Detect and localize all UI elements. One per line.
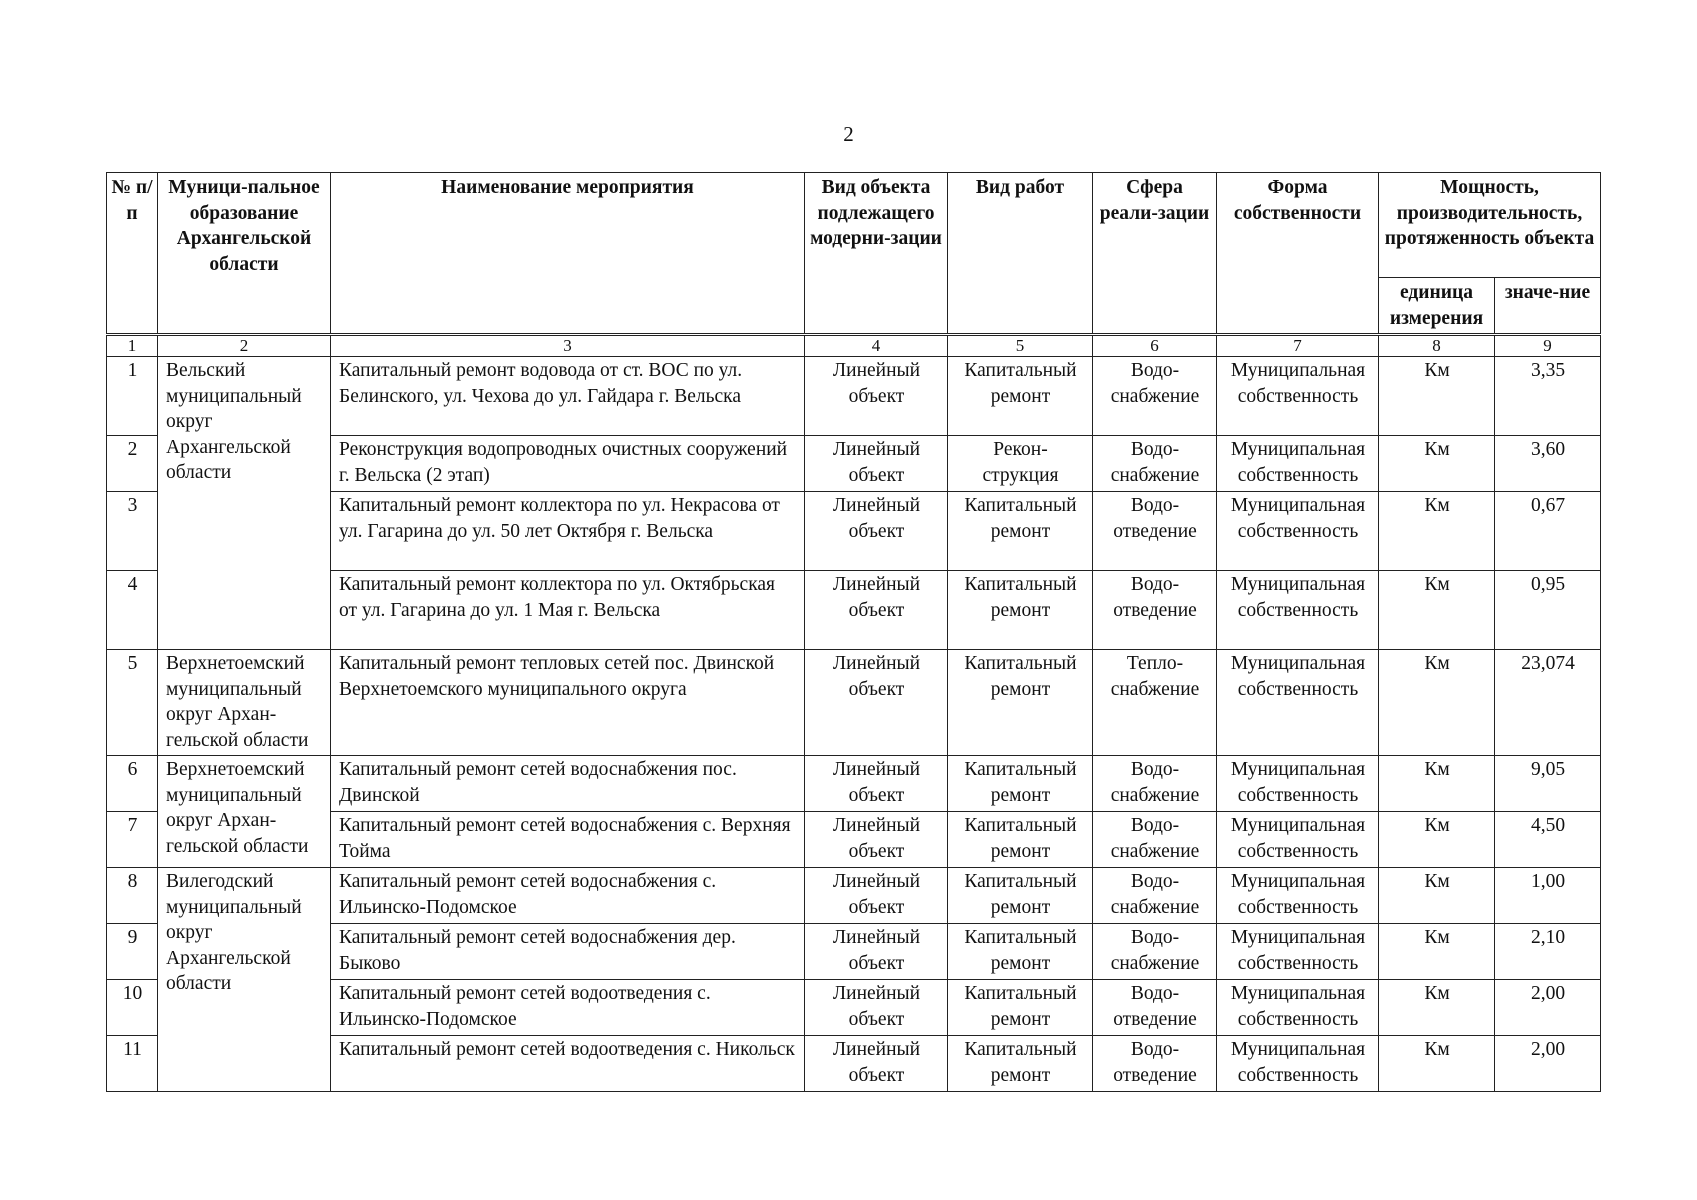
row-work-type: Капитальный ремонт: [948, 1036, 1093, 1092]
table-row: [107, 650, 1601, 756]
row-sphere: Водо-снабжение: [1093, 924, 1217, 980]
row-sphere: Водо-снабжение: [1093, 756, 1217, 812]
row-unit: Км: [1379, 650, 1495, 756]
page-number: 2: [843, 122, 854, 146]
row-sphere: Водо-отведение: [1093, 492, 1217, 571]
row-value: 0,67: [1495, 492, 1601, 571]
row-value: 0,95: [1495, 571, 1601, 650]
row-measure: Капитальный ремонт коллектора по ул. Октябрьская от ул. Гагарина до ул. 1 Мая г. Вельска: [331, 571, 805, 650]
column-number: 6: [1093, 335, 1217, 357]
header-measure: Наименование мероприятия: [331, 173, 805, 335]
row-sphere: Водо-снабжение: [1093, 812, 1217, 868]
row-object-type: Линейный объект: [805, 756, 948, 812]
row-unit: Км: [1379, 1036, 1495, 1092]
row-measure: Капитальный ремонт сетей водоснабжения пос. Двинской: [331, 756, 805, 812]
investment-measures-table: [106, 172, 1601, 1092]
table-header: [107, 173, 1601, 335]
row-value: 2,10: [1495, 924, 1601, 980]
row-num: 5: [107, 650, 158, 756]
row-measure: Капитальный ремонт сетей водоотведения с. Ильинско-Подомское: [331, 980, 805, 1036]
row-object-type: Линейный объект: [805, 1036, 948, 1092]
header-capacity: Мощность, производительность, протяженность объекта: [1379, 173, 1601, 278]
row-ownership: Муниципальная собственность: [1217, 812, 1379, 868]
row-object-type: Линейный объект: [805, 436, 948, 492]
row-object-type: Линейный объект: [805, 571, 948, 650]
row-ownership: Муниципальная собственность: [1217, 756, 1379, 812]
row-work-type: Капитальный ремонт: [948, 492, 1093, 571]
row-ownership: Муниципальная собственность: [1217, 492, 1379, 571]
header-unit: единица измерения: [1379, 278, 1495, 335]
row-sphere: Водо-снабжение: [1093, 868, 1217, 924]
row-value: 2,00: [1495, 1036, 1601, 1092]
row-num: 10: [107, 980, 158, 1036]
row-sphere: Водо-снабжение: [1093, 436, 1217, 492]
table-row: [107, 571, 1601, 650]
row-measure: Капитальный ремонт тепловых сетей пос. Двинской Верхнетоемского муниципального округа: [331, 650, 805, 756]
row-object-type: Линейный объект: [805, 492, 948, 571]
table-row: [107, 924, 1601, 980]
row-work-type: Капитальный ремонт: [948, 812, 1093, 868]
row-sphere: Водо-отведение: [1093, 980, 1217, 1036]
row-work-type: Рекон-струкция: [948, 436, 1093, 492]
row-measure: Капитальный ремонт сетей водоснабжения с. Ильинско-Подомское: [331, 868, 805, 924]
row-unit: Км: [1379, 756, 1495, 812]
row-measure: Реконструкция водопроводных очистных сооружений г. Вельска (2 этап): [331, 436, 805, 492]
row-unit: Км: [1379, 868, 1495, 924]
row-ownership: Муниципальная собственность: [1217, 924, 1379, 980]
row-sphere: Водо-снабжение: [1093, 357, 1217, 436]
row-work-type: Капитальный ремонт: [948, 357, 1093, 436]
row-ownership: Муниципальная собственность: [1217, 868, 1379, 924]
table-row: [107, 756, 1601, 812]
row-sphere: Водо-отведение: [1093, 571, 1217, 650]
row-num: 6: [107, 756, 158, 812]
row-object-type: Линейный объект: [805, 650, 948, 756]
row-num: 7: [107, 812, 158, 868]
column-number: 8: [1379, 335, 1495, 357]
row-num: 8: [107, 868, 158, 924]
header-work-type: Вид работ: [948, 173, 1093, 335]
row-object-type: Линейный объект: [805, 868, 948, 924]
row-num: 9: [107, 924, 158, 980]
row-sphere: Водо-отведение: [1093, 1036, 1217, 1092]
row-object-type: Линейный объект: [805, 980, 948, 1036]
column-number-row: [107, 335, 1601, 357]
row-value: 9,05: [1495, 756, 1601, 812]
header-object-type: Вид объекта подлежащего модерни-зации: [805, 173, 948, 335]
row-value: 23,074: [1495, 650, 1601, 756]
row-num: 3: [107, 492, 158, 571]
column-number: 4: [805, 335, 948, 357]
row-work-type: Капитальный ремонт: [948, 756, 1093, 812]
header-value: значе-ние: [1495, 278, 1601, 335]
row-ownership: Муниципальная собственность: [1217, 436, 1379, 492]
column-number: 1: [107, 335, 158, 357]
column-number: 7: [1217, 335, 1379, 357]
row-measure: Капитальный ремонт сетей водоснабжения с. Верхняя Тойма: [331, 812, 805, 868]
row-unit: Км: [1379, 492, 1495, 571]
row-ownership: Муниципальная собственность: [1217, 571, 1379, 650]
row-measure: Капитальный ремонт водовода от ст. ВОС по ул. Белинского, ул. Чехова до ул. Гайдара г. Вельска: [331, 357, 805, 436]
row-object-type: Линейный объект: [805, 812, 948, 868]
column-number: 5: [948, 335, 1093, 357]
row-ownership: Муниципальная собственность: [1217, 1036, 1379, 1092]
row-ownership: Муниципальная собственность: [1217, 980, 1379, 1036]
header-municipality: Муници-пальное образование Архангельской области: [158, 173, 331, 335]
row-value: 3,35: [1495, 357, 1601, 436]
row-sphere: Тепло-снабжение: [1093, 650, 1217, 756]
row-municipality: Вельский муниципальный округ Архангельской области: [158, 357, 331, 650]
row-unit: Км: [1379, 571, 1495, 650]
row-value: 2,00: [1495, 980, 1601, 1036]
row-work-type: Капитальный ремонт: [948, 980, 1093, 1036]
column-number: 3: [331, 335, 805, 357]
row-municipality: Вилегодский муниципальный округ Архангельской области: [158, 868, 331, 1092]
column-number: 2: [158, 335, 331, 357]
row-object-type: Линейный объект: [805, 924, 948, 980]
row-value: 3,60: [1495, 436, 1601, 492]
table-row: [107, 436, 1601, 492]
table-row: [107, 357, 1601, 436]
table-row: [107, 868, 1601, 924]
row-num: 11: [107, 1036, 158, 1092]
row-measure: Капитальный ремонт сетей водоснабжения дер. Быково: [331, 924, 805, 980]
row-unit: Км: [1379, 357, 1495, 436]
row-num: 1: [107, 357, 158, 436]
row-measure: Капитальный ремонт сетей водоотведения с. Никольск: [331, 1036, 805, 1092]
row-work-type: Капитальный ремонт: [948, 924, 1093, 980]
header-ownership: Форма собственности: [1217, 173, 1379, 335]
row-value: 4,50: [1495, 812, 1601, 868]
table-row: [107, 980, 1601, 1036]
row-work-type: Капитальный ремонт: [948, 650, 1093, 756]
row-num: 4: [107, 571, 158, 650]
row-work-type: Капитальный ремонт: [948, 868, 1093, 924]
row-unit: Км: [1379, 924, 1495, 980]
header-sphere: Сфера реали-зации: [1093, 173, 1217, 335]
row-object-type: Линейный объект: [805, 357, 948, 436]
row-municipality: Верхнетоемский муниципальный округ Архан-гельской области: [158, 756, 331, 868]
row-measure: Капитальный ремонт коллектора по ул. Некрасова от ул. Гагарина до ул. 50 лет Октября г. Вельска: [331, 492, 805, 571]
row-unit: Км: [1379, 812, 1495, 868]
table-row: [107, 492, 1601, 571]
row-unit: Км: [1379, 980, 1495, 1036]
header-num: № п/п: [107, 173, 158, 335]
row-municipality: Верхнетоемский муниципальный округ Архан-гельской области: [158, 650, 331, 756]
table-row: [107, 1036, 1601, 1092]
row-num: 2: [107, 436, 158, 492]
row-ownership: Муниципальная собственность: [1217, 650, 1379, 756]
column-number: 9: [1495, 335, 1601, 357]
row-work-type: Капитальный ремонт: [948, 571, 1093, 650]
table-row: [107, 812, 1601, 868]
row-value: 1,00: [1495, 868, 1601, 924]
row-unit: Км: [1379, 436, 1495, 492]
row-ownership: Муниципальная собственность: [1217, 357, 1379, 436]
